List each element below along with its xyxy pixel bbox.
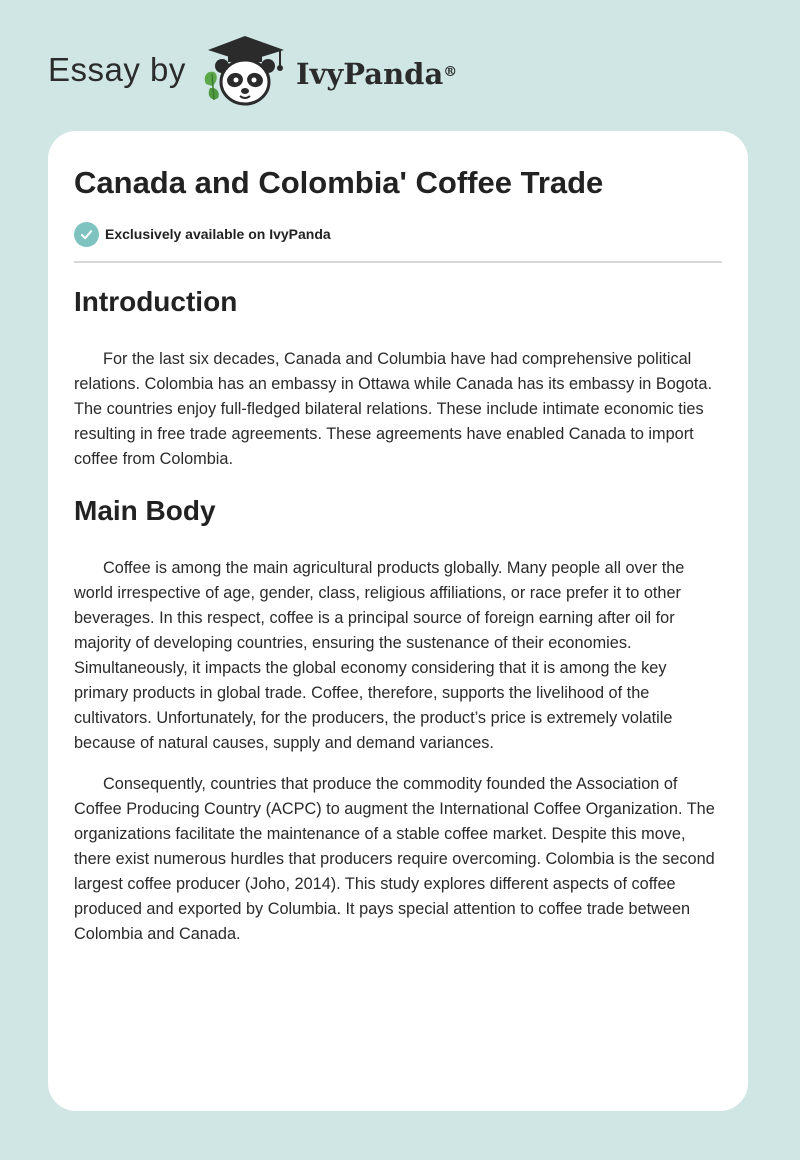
section-heading-introduction: Introduction bbox=[74, 286, 238, 317]
divider bbox=[74, 261, 722, 263]
essay-card bbox=[48, 131, 748, 1111]
site-header bbox=[0, 0, 800, 130]
panda-graduate-icon[interactable] bbox=[200, 34, 290, 108]
paragraph-main-body-2: Consequently, countries that produce the commodity founded the Association of Coffee Producing Country (ACPC) to augment the International Coffee Organization. The organizations facilitate the maintenance of a stable coffee market. Despite this move, there exist numerous hurdles that producers require overcoming. Colombia is the second largest coffee producer (Joho, 2014). This study explores different aspects of coffee produced and exported by Columbia. It pays special attention to coffee trade between Colombia and Canada. bbox=[74, 775, 715, 943]
check-icon bbox=[74, 222, 99, 247]
section-heading-main-body: Main Body bbox=[74, 495, 216, 526]
brand-logo[interactable] bbox=[296, 54, 457, 94]
page-title: Canada and Colombia' Coffee Trade bbox=[74, 165, 604, 200]
essay-by-label: Essay by bbox=[48, 51, 186, 88]
paragraph-introduction-1: For the last six decades, Canada and Columbia have had comprehensive political relations. Colombia has an embassy in Ottawa while Canada has its embassy in Bogota. The countries enjoy full-fledged bilateral relations. These include intimate economic ties resulting in free trade agreements. These agreements have enabled Canada to import coffee from Colombia. bbox=[74, 350, 713, 468]
badge-text: Exclusively available on IvyPanda bbox=[105, 226, 331, 242]
essay-content bbox=[74, 279, 724, 963]
leaf-icon bbox=[205, 72, 219, 100]
brand-name: IvyPanda bbox=[296, 57, 444, 91]
registered-mark: ® bbox=[443, 64, 458, 80]
exclusive-badge bbox=[74, 221, 331, 247]
paragraph-main-body-1: Coffee is among the main agricultural products globally. Many people all over the world irrespective of age, gender, class, religious affiliations, or race prefer it to other beverages. In this respect, coffee is a principal source of foreign earning after oil for majority of developing countries, ensuring the sustenance of their economies. Simultaneously, it impacts the global economy considering that it is among the key primary products in global trade. Coffee, therefore, supports the livelihood of the cultivators. Unfortunately, for the producers, the product’s price is extremely volatile because of natural causes, supply and demand variances. bbox=[74, 559, 685, 752]
